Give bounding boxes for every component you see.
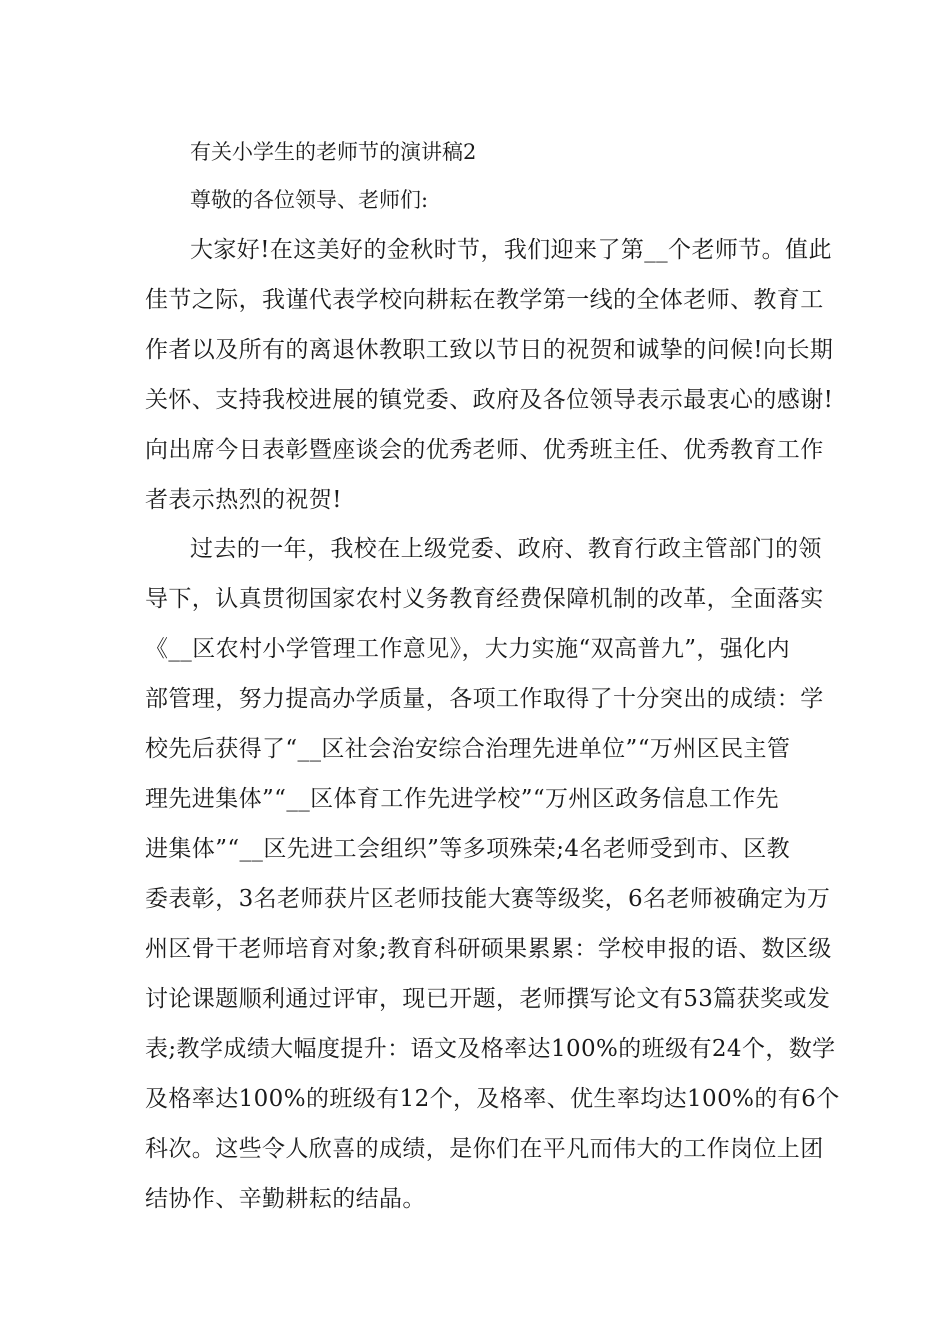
paragraph-line: 《__区农村小学管理工作意见》，大力实施“双高普九”，强化内: [145, 636, 791, 662]
paragraph-line: 委表彰，3名老师获片区老师技能大赛等级奖，6名老师被确定为万: [145, 886, 831, 912]
paragraph-line: 表;教学成绩大幅度提升：语文及格率达100%的班级有24个，数学: [145, 1036, 836, 1062]
paragraph-line: 部管理，努力提高办学质量，各项工作取得了十分突出的成绩：学: [145, 686, 824, 712]
paragraph-line: 导下，认真贯彻国家农村义务教育经费保障机制的改革，全面落实: [145, 586, 824, 612]
paragraph-line: 理先进集体”“__区体育工作先进学校”“万州区政务信息工作先: [145, 786, 780, 812]
paragraph-line: 佳节之际，我谨代表学校向耕耘在教学第一线的全体老师、教育工: [145, 287, 824, 313]
paragraph-line: 科次。这些令人欣喜的成绩，是你们在平凡而伟大的工作岗位上团: [145, 1136, 824, 1162]
salutation: 尊敬的各位领导、老师们:: [190, 188, 429, 212]
paragraph-line: 校先后获得了“__区社会治安综合治理先进单位”“万州区民主管: [145, 736, 791, 762]
paragraph-line: 大家好!在这美好的金秋时节，我们迎来了第__个老师节。值此: [190, 237, 832, 263]
paragraph-2: [145, 524, 840, 1224]
paragraph-line: 向出席今日表彰暨座谈会的优秀老师、优秀班主任、优秀教育工作: [145, 437, 824, 463]
paragraph-line: 州区骨干老师培育对象;教育科研硕果累累：学校申报的语、数区级: [145, 936, 832, 962]
paragraph-line: 结协作、辛勤耕耘的结晶。: [145, 1186, 426, 1212]
paragraph-line: 讨论课题顺利通过评审，现已开题，老师撰写论文有53篇获奖或发: [145, 986, 831, 1012]
paragraph-line: 关怀、支持我校进展的镇党委、政府及各位领导表示最衷心的感谢!: [145, 387, 834, 413]
document-title: 有关小学生的老师节的演讲稿2: [190, 140, 477, 164]
paragraph-line: 者表示热烈的祝贺!: [145, 487, 342, 513]
paragraph-line: 作者以及所有的离退休教职工致以节日的祝贺和诚挚的问候!向长期: [145, 337, 834, 363]
paragraph-line: 过去的一年，我校在上级党委、政府、教育行政主管部门的领: [190, 536, 822, 562]
paragraph-1: [145, 225, 834, 525]
paragraph-line: 进集体”“__区先进工会组织”等多项殊荣;4名老师受到市、区教: [145, 836, 791, 862]
paragraph-line: 及格率达100%的班级有12个，及格率、优生率均达100%的有6个: [145, 1086, 840, 1112]
